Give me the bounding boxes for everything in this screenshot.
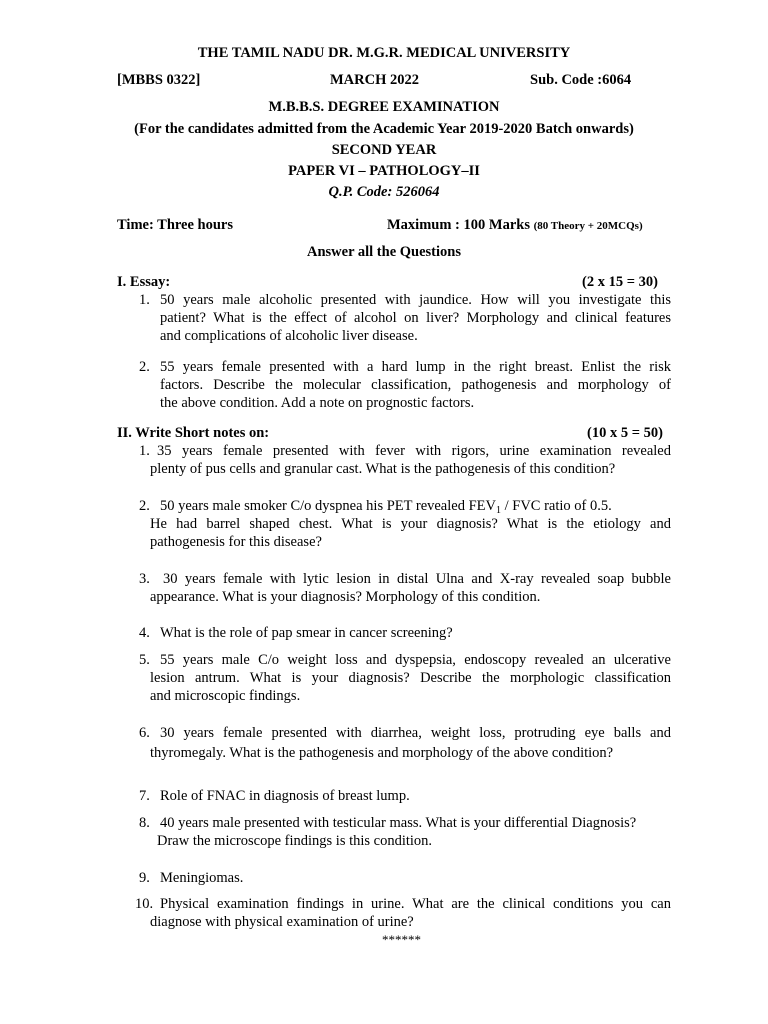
short-q1-line2: plenty of pus cells and granular cast. What is the pathogenesis of this condition? — [150, 461, 616, 477]
short-q5-line2: lesion antrum. What is your diagnosis? Describe the morphologic classification — [150, 670, 671, 686]
short-q4-line1: What is the role of pap smear in cancer screening? — [160, 625, 453, 641]
section-1-marks: (2 x 15 = 30) — [582, 274, 658, 290]
short-q2-line1 — [160, 497, 671, 515]
short-q2-line2: He had barrel shaped chest. What is your diagnosis? What is the etiology and — [150, 516, 671, 532]
max-marks — [387, 216, 643, 235]
short-q9-line1: Meningiomas. — [160, 870, 244, 886]
sub-code: Sub. Code :6064 — [530, 72, 632, 88]
qp-code: Q.P. Code: 526064 — [328, 184, 440, 200]
short-q8-line1: 40 years male presented with testicular mass. What is your differential Diagnosis? — [160, 815, 637, 831]
instruction: Answer all the Questions — [306, 244, 461, 260]
short-q2-line3: pathogenesis for this disease? — [150, 534, 322, 550]
short-q6-number: 6. — [139, 725, 150, 741]
short-q1-number: 1. — [139, 443, 150, 459]
essay-q2-line2: factors. Describe the molecular classification, pathogenesis and morphology of — [160, 377, 671, 393]
essay-q1-number: 1. — [139, 292, 150, 308]
short-q6-line2: thyromegaly. What is the pathogenesis and morphology of the above condition? — [150, 745, 614, 761]
time-label: Time: Three hours — [117, 217, 234, 233]
section-1-title: I. Essay: — [117, 274, 171, 290]
exam-name: M.B.B.S. DEGREE EXAMINATION — [268, 99, 500, 115]
paper-title: PAPER VI – PATHOLOGY–II — [288, 163, 480, 179]
short-q8-line2: Draw the microscope findings is this condition. — [157, 833, 433, 849]
short-q10-line2: diagnose with physical examination of urine? — [150, 914, 414, 930]
short-q4-number: 4. — [139, 625, 150, 641]
short-q7-line1: Role of FNAC in diagnosis of breast lump. — [160, 788, 410, 804]
section-2-title: II. Write Short notes on: — [117, 425, 270, 441]
short-q5-number: 5. — [139, 652, 150, 668]
exam-code: [MBBS 0322] — [117, 72, 201, 88]
short-q9-number: 9. — [139, 870, 150, 886]
short-q5-line3: and microscopic findings. — [150, 688, 301, 704]
essay-q1-line2: patient? What is the effect of alcohol on liver? Morphology and clinical features — [160, 310, 671, 326]
short-q2-line1-b: / FVC ratio of 0.5. — [500, 498, 612, 514]
essay-q1-line3: and complications of alcoholic liver disease. — [160, 328, 418, 344]
short-q8-number: 8. — [139, 815, 150, 831]
exam-month: MARCH 2022 — [330, 72, 420, 88]
fev-subscript: 1 — [495, 505, 501, 516]
short-q3-line1: 30 years female with lytic lesion in distal Ulna and X-ray revealed soap bubble — [163, 571, 671, 587]
short-q5-line1: 55 years male C/o weight loss and dyspepsia, endoscopy revealed an ulcerative — [160, 652, 671, 668]
short-q2-line1-a: 50 years male smoker C/o dyspnea his PET revealed FEV — [160, 498, 496, 514]
batch-note: (For the candidates admitted from the Academic Year 2019-2020 Batch onwards) — [134, 121, 634, 137]
short-q3-number: 3. — [139, 571, 150, 587]
short-q3-line2: appearance. What is your diagnosis? Morphology of this condition. — [150, 589, 541, 605]
section-2-marks: (10 x 5 = 50) — [587, 425, 663, 441]
short-q2-number: 2. — [139, 498, 150, 514]
essay-q2-line1: 55 years female presented with a hard lump in the right breast. Enlist the risk — [160, 359, 671, 375]
short-q10-line1: Physical examination findings in urine. What are the clinical conditions you can — [160, 896, 671, 912]
short-q10-number: 10. — [135, 896, 154, 912]
essay-q1-line1: 50 years male alcoholic presented with jaundice. How will you investigate this — [160, 292, 671, 308]
essay-q2-number: 2. — [139, 359, 150, 375]
marks-split: (80 Theory + 20MCQs) — [533, 220, 643, 232]
university-title: THE TAMIL NADU DR. M.G.R. MEDICAL UNIVERSITY — [197, 45, 571, 61]
short-q7-number: 7. — [139, 788, 150, 804]
short-q1-line1: 35 years female presented with fever with rigors, urine examination revealed — [157, 443, 671, 459]
essay-q2-line3: the above condition. Add a note on prognostic factors. — [160, 395, 475, 411]
year-label: SECOND YEAR — [331, 142, 437, 158]
end-stars: ****** — [382, 932, 421, 947]
short-q6-line1: 30 years female presented with diarrhea, weight loss, protruding eye balls and — [160, 725, 671, 741]
max-marks-text: Maximum : 100 Marks — [387, 217, 530, 233]
